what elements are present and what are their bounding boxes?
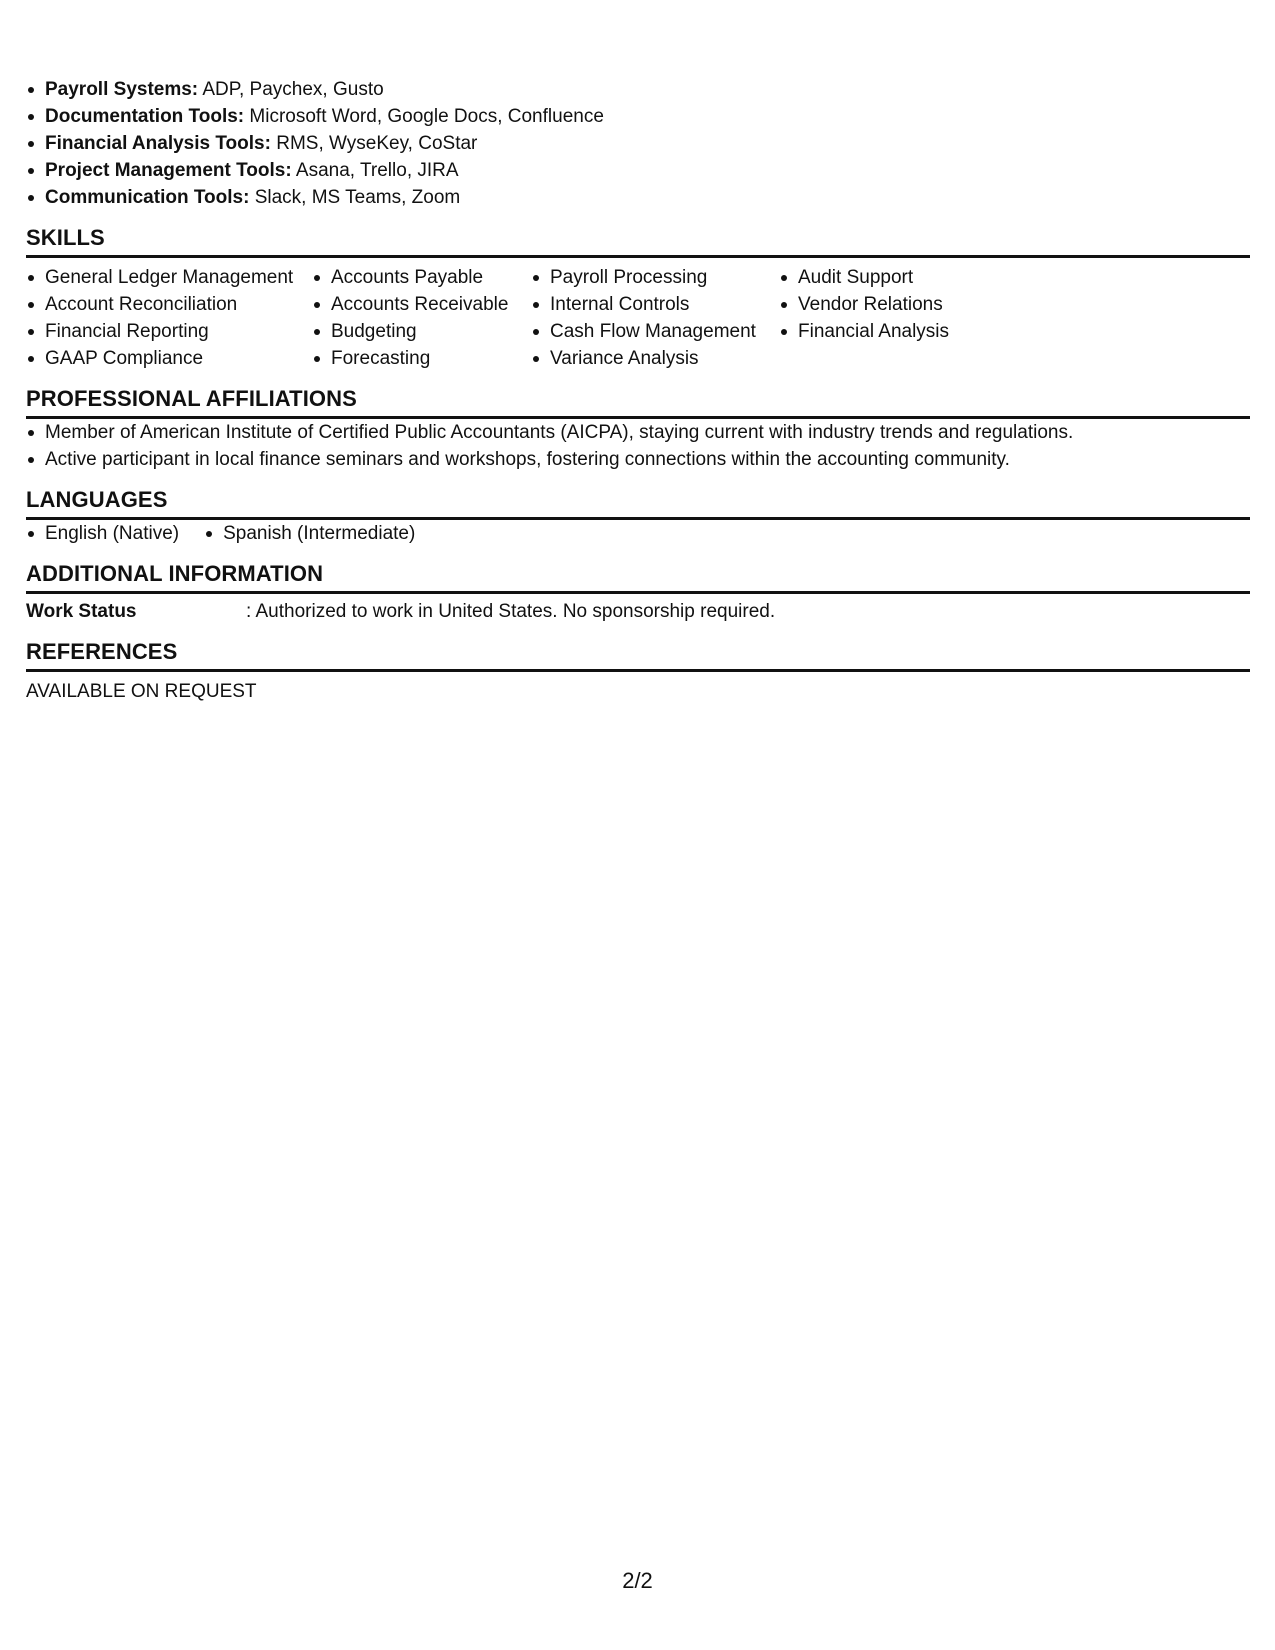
tool-value: RMS, WyseKey, CoStar xyxy=(276,133,478,154)
affiliations-list xyxy=(26,419,1250,473)
tools-list xyxy=(26,76,1250,211)
tool-label: Project Management Tools: xyxy=(45,160,292,181)
section-title: PROFESSIONAL AFFILIATIONS xyxy=(26,385,1250,419)
list-item: Cash Flow Management xyxy=(531,318,779,345)
skills-section xyxy=(26,224,1250,372)
section-title: REFERENCES xyxy=(26,638,1250,672)
skills-column xyxy=(312,264,531,372)
list-item xyxy=(26,130,1250,157)
skills-column xyxy=(26,264,312,372)
work-status-value: : Authorized to work in United States. No sponsorship required. xyxy=(246,601,776,622)
section-title: LANGUAGES xyxy=(26,486,1250,520)
list-item: Account Reconciliation xyxy=(26,291,312,318)
list-item xyxy=(26,157,1250,184)
list-item: Financial Reporting xyxy=(26,318,312,345)
section-title: ADDITIONAL INFORMATION xyxy=(26,560,1250,594)
list-item: GAAP Compliance xyxy=(26,345,312,372)
list-item: Payroll Processing xyxy=(531,264,779,291)
tool-label: Documentation Tools: xyxy=(45,106,245,127)
tool-value: Microsoft Word, Google Docs, Confluence xyxy=(249,106,604,127)
list-item: Accounts Receivable xyxy=(312,291,531,318)
list-item: Forecasting xyxy=(312,345,531,372)
list-item: Internal Controls xyxy=(531,291,779,318)
list-item: Financial Analysis xyxy=(779,318,1079,345)
skills-column xyxy=(531,264,779,372)
list-item: Audit Support xyxy=(779,264,1079,291)
additional-info-section xyxy=(26,560,1250,625)
tool-label: Financial Analysis Tools: xyxy=(45,133,271,154)
tool-label: Payroll Systems: xyxy=(45,79,199,100)
list-item: General Ledger Management xyxy=(26,264,312,291)
affiliations-section xyxy=(26,385,1250,473)
resume-page xyxy=(26,76,1250,705)
references-text: AVAILABLE ON REQUEST xyxy=(26,681,257,702)
skills-grid xyxy=(26,264,1250,372)
work-status-row xyxy=(26,598,1250,625)
references-section xyxy=(26,638,1250,705)
work-status-label: Work Status xyxy=(26,601,137,622)
list-item: Member of American Institute of Certified Public Accountants (AICPA), staying current with industry trends and regulations. xyxy=(26,419,1250,446)
list-item: Spanish (Intermediate) xyxy=(204,520,415,547)
page-number: 2/2 xyxy=(622,1568,653,1593)
list-item: Accounts Payable xyxy=(312,264,531,291)
list-item: Active participant in local finance seminars and workshops, fostering connections within the accounting community. xyxy=(26,446,1250,473)
list-item: Vendor Relations xyxy=(779,291,1079,318)
list-item xyxy=(26,184,1250,211)
languages-section xyxy=(26,486,1250,547)
list-item: Budgeting xyxy=(312,318,531,345)
tool-value: Slack, MS Teams, Zoom xyxy=(254,187,461,208)
tool-value: ADP, Paychex, Gusto xyxy=(202,79,384,100)
list-item xyxy=(26,103,1250,130)
tool-label: Communication Tools: xyxy=(45,187,250,208)
list-item: English (Native) xyxy=(26,520,179,547)
languages-list xyxy=(26,520,1250,547)
section-title: SKILLS xyxy=(26,224,1250,258)
list-item: Variance Analysis xyxy=(531,345,779,372)
tool-value: Asana, Trello, JIRA xyxy=(295,160,459,181)
list-item xyxy=(26,76,1250,103)
skills-column xyxy=(779,264,1079,372)
